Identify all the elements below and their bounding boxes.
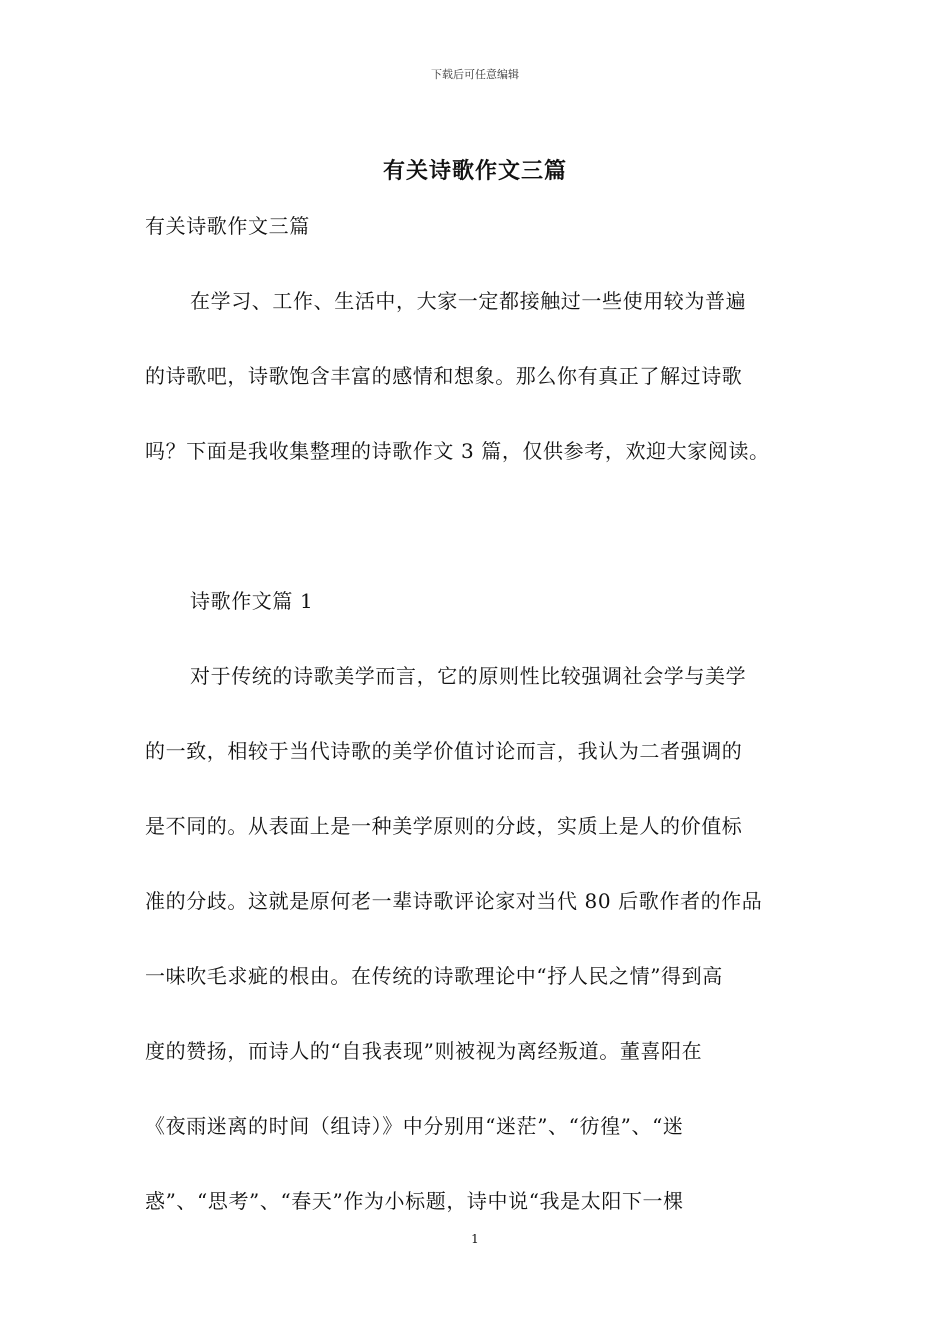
- paragraph-line: 的诗歌吧，诗歌饱含丰富的感情和想象。那么你有真正了解过诗歌: [145, 364, 743, 388]
- paragraph-line: 准的分歧。这就是原何老一辈诗歌评论家对当代 80 后歌作者的作品: [145, 889, 763, 913]
- paragraph-line: 对于传统的诗歌美学而言，它的原则性比较强调社会学与美学: [190, 664, 747, 688]
- paragraph-line: 吗？下面是我收集整理的诗歌作文 3 篇，仅供参考，欢迎大家阅读。: [145, 439, 770, 463]
- paragraph-line: 惑”、“思考”、“春天”作为小标题，诗中说“我是太阳下一棵: [145, 1189, 684, 1213]
- paragraph-line: 的一致，相较于当代诗歌的美学价值讨论而言，我认为二者强调的: [145, 739, 743, 763]
- paragraph-line: 一味吹毛求疵的根由。在传统的诗歌理论中“抒人民之情”得到高: [145, 964, 723, 988]
- subtitle: 有关诗歌作文三篇: [145, 214, 310, 238]
- section-heading: 诗歌作文篇 1: [190, 589, 314, 613]
- header-note: 下载后可任意编辑: [431, 68, 519, 81]
- paragraph-line: 《夜雨迷离的时间（组诗）》中分别用“迷茫”、“彷徨”、“迷: [145, 1114, 684, 1138]
- page-number: 1: [471, 1232, 479, 1246]
- document-title: 有关诗歌作文三篇: [382, 158, 567, 184]
- paragraph-line: 是不同的。从表面上是一种美学原则的分歧，实质上是人的价值标: [145, 814, 743, 838]
- paragraph-line: 在学习、工作、生活中，大家一定都接触过一些使用较为普遍: [190, 289, 747, 313]
- paragraph-line: 度的赞扬，而诗人的“自我表现”则被视为离经叛道。董喜阳在: [145, 1039, 703, 1063]
